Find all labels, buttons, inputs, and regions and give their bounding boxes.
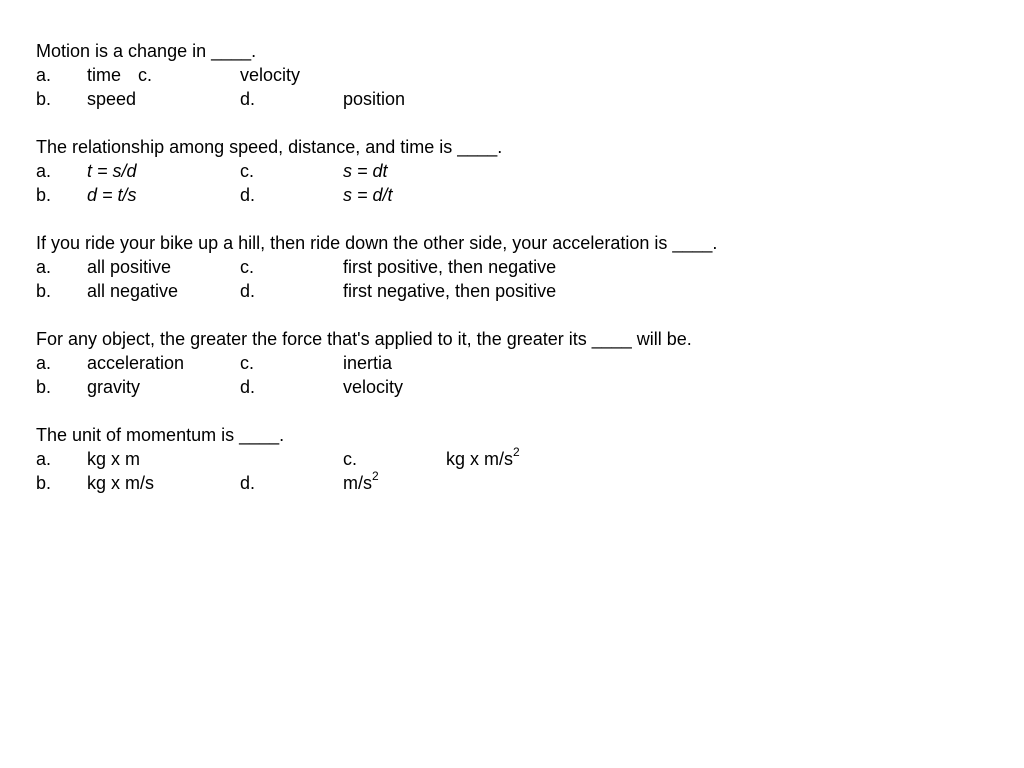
option-d-base: m/s	[343, 473, 372, 493]
option-d: velocity	[343, 377, 404, 397]
option-letter-b: b.	[36, 473, 52, 493]
option-a: t = s/d	[87, 161, 137, 181]
option-letter-d: d.	[240, 185, 256, 205]
option-letter-a: a.	[36, 257, 52, 277]
option-letter-c: c.	[240, 353, 255, 373]
option-letter-b: b.	[36, 281, 52, 301]
option-c: velocity	[240, 65, 301, 85]
option-a: time	[87, 65, 122, 85]
option-b: speed	[87, 89, 137, 109]
option-c: inertia	[343, 353, 393, 373]
question-1-options-row-1	[36, 63, 996, 87]
option-b: gravity	[87, 377, 141, 397]
option-d: s = d/t	[343, 185, 393, 205]
option-letter-c: c.	[138, 65, 153, 85]
option-letter-b: b.	[36, 89, 52, 109]
question-stem: The unit of momentum is ____.	[36, 425, 285, 445]
question-stem: For any object, the greater the force that's applied to it, the greater its ____ will be.	[36, 329, 692, 349]
option-letter-d: d.	[240, 281, 256, 301]
question-5-options-row-1	[36, 447, 996, 471]
option-letter-d: d.	[240, 89, 256, 109]
option-a: all positive	[87, 257, 172, 277]
question-4-options-row-2	[36, 375, 996, 399]
question-3-options-row-1	[36, 255, 996, 279]
question-5-options-row-2	[36, 471, 996, 495]
option-c: first positive, then negative	[343, 257, 557, 277]
question-5-stem	[36, 423, 996, 447]
option-b: all negative	[87, 281, 179, 301]
option-a: acceleration	[87, 353, 185, 373]
option-letter-d: d.	[240, 377, 256, 397]
option-d: position	[343, 89, 406, 109]
option-c-base: kg x m/s	[446, 449, 514, 469]
question-3-stem	[36, 231, 996, 255]
option-letter-a: a.	[36, 161, 52, 181]
option-letter-a: a.	[36, 353, 52, 373]
option-letter-b: b.	[36, 185, 52, 205]
option-letter-c: c.	[240, 161, 255, 181]
option-a: kg x m	[87, 449, 141, 469]
question-stem: The relationship among speed, distance, and time is ____.	[36, 137, 503, 157]
question-2-options-row-2	[36, 183, 996, 207]
option-letter-a: a.	[36, 449, 52, 469]
option-b: d = t/s	[87, 185, 137, 205]
question-1-stem	[36, 39, 996, 63]
option-letter-c: c.	[343, 449, 358, 469]
question-stem: If you ride your bike up a hill, then ride down the other side, your acceleration is ____.	[36, 233, 718, 253]
quiz-document	[36, 39, 996, 495]
option-letter-d: d.	[240, 473, 256, 493]
question-1-options-row-2	[36, 87, 996, 111]
question-stem: Motion is a change in ____.	[36, 41, 257, 61]
option-d	[343, 471, 379, 495]
option-letter-a: a.	[36, 65, 52, 85]
option-c	[446, 447, 520, 471]
question-2-stem	[36, 135, 996, 159]
option-letter-b: b.	[36, 377, 52, 397]
question-2-options-row-1	[36, 159, 996, 183]
option-b: kg x m/s	[87, 473, 155, 493]
question-4-stem	[36, 327, 996, 351]
question-4-options-row-1	[36, 351, 996, 375]
question-3-options-row-2	[36, 279, 996, 303]
option-d: first negative, then positive	[343, 281, 557, 301]
option-c: s = dt	[343, 161, 388, 181]
option-c-exponent: 2	[513, 445, 520, 459]
option-letter-c: c.	[240, 257, 255, 277]
option-d-exponent: 2	[372, 469, 379, 483]
